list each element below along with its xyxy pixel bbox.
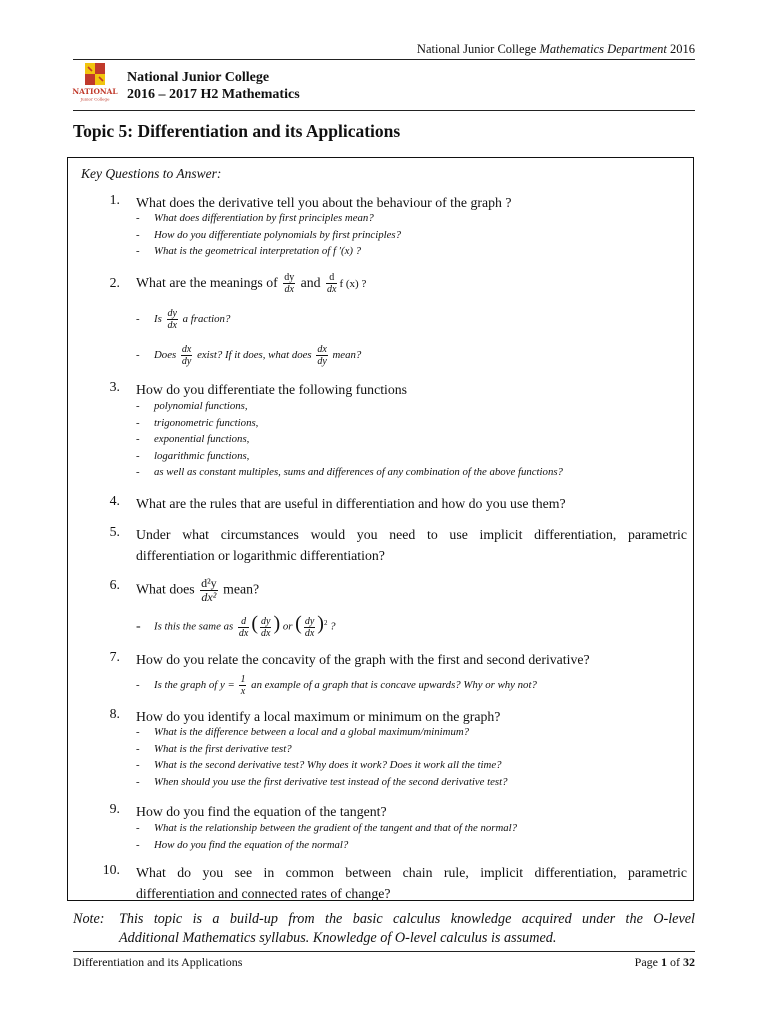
question-number: 5. [109,524,120,539]
key-questions-label: Key Questions to Answer: [81,166,222,181]
question-text: How do you find the equation of the tangent? [136,804,387,819]
list-item: - What is the second derivative test? Why does it work? Does it work all the time? [136,759,502,771]
question-number: 2. [109,275,120,290]
list-item: - When should you use the first derivative test instead of the second derivative test? [136,775,508,788]
list-item: - What is the difference between a local and a global maximum/minimum? [136,726,470,738]
college-logo [72,62,118,102]
question-text: What are the rules that are useful in differentiation and how do you use them? [136,496,566,511]
list-item: - What is the first derivative test? [136,742,292,755]
title-rule [73,110,695,111]
footer-title: Differentiation and its Applications [73,955,243,969]
list-item: - What is the geometrical interpretation of f ′(x) ? [136,245,362,257]
topic-title: Topic 5: Differentiation and its Applications [73,121,401,141]
college-block [127,69,300,103]
question-text: How do you relate the concavity of the graph with the first and second derivative? [136,652,590,667]
logo-subtext: Junior College [80,96,110,102]
header-department: Mathematics Department [539,42,667,56]
question-number: 8. [109,706,120,721]
question-text: How do you differentiate the following functions [136,382,408,397]
question-text: Under what circumstances would you need to use implicit differentiation, parametric differentiation or logarithmic differentiation? [136,527,687,563]
list-item: - What does differentiation by first principles mean? [136,212,374,224]
question-number: 9. [109,801,120,816]
q7-sub: - Is the graph of y = $\frac{1}{x}$ an example of a graph that is concave upwards? Why or why not? [136,674,537,697]
q6-sub: - Is this the same as $\frac{d}{dx}$ ( $\frac{dy}{dx}$ ) or ( $\frac{dy}{dx}$ )$^2$ ? [136,612,336,639]
running-header [417,42,695,57]
question-text: What does the derivative tell you about the behaviour of the graph ? [136,195,512,210]
logo-wordmark: NATIONAL [72,87,118,96]
question-text: How do you identify a local maximum or minimum on the graph? [136,709,501,724]
q1-subquestions [136,210,401,260]
question-number: 10. [102,862,120,877]
fraction-dy-dx: $\frac{dy}{dx}$ [284,272,295,296]
list-item: - trigonometric functions, [136,416,259,429]
question-number: 3. [109,379,120,394]
footer-rule [73,951,695,952]
q2-sub-1: - Is $\frac{dy}{dx}$ a fraction? [136,308,231,331]
list-item: - How do you find the equation of the normal? [136,838,349,851]
question-number: 4. [109,493,120,508]
page-number: Page 1 of 32 [634,955,695,969]
list-item: - as well as constant multiples, sums and differences of any combination of the above functions? [136,466,563,478]
list-item: - polynomial functions, [136,400,248,412]
question-text: What are the meanings of $\frac{dy}{dx}$ and $\frac{d}{dx}$ f (x) ? [136,272,367,296]
question-number: 7. [109,649,120,664]
note-line-1: This topic is a build-up from the basic calculus knowledge acquired under the O-level [119,911,695,927]
course-name: 2016 – 2017 H2 Mathematics [127,87,300,102]
college-name: National Junior College [127,70,270,85]
fraction-d-dx: $\frac{d}{dx}$ [327,272,337,296]
question-number: 6. [109,577,120,592]
note [73,910,695,948]
fraction-d2y-dx2: $\frac{\text{d²y}}{\text{dx²}}$ [201,576,217,604]
note-label: Note: [73,911,105,927]
header-year: 2016 [670,42,695,56]
question-number: 1. [109,192,120,207]
list-item: - How do you differentiate polynomials by first principles? [136,228,402,241]
question-text: What do you see in common between chain rule, implicit differentiation, parametric differentiation and connected rates of change? [136,865,687,901]
question-text: What does $\frac{\text{d²y}}{\text{dx²}}$ mean? [136,576,260,604]
header-college: National Junior College [416,42,540,56]
header-rule [73,59,695,60]
q2-sub-2: - Does $\frac{dx}{dy}$ exist? If it does, what does $\frac{dx}{dy}$ mean? [136,344,362,367]
list-item: - What is the relationship between the gradient of the tangent and that of the normal? [136,822,518,834]
note-line-2: Additional Mathematics syllabus. Knowledge of O-level calculus is assumed. [119,930,557,946]
f-prime-expression: f ′(x) ? [332,245,362,257]
list-item: - logarithmic functions, [136,449,250,462]
q8-subquestions [136,724,508,790]
q9-subquestions [136,820,517,853]
q3-subquestions [136,398,563,481]
list-item: - exponential functions, [136,433,250,445]
